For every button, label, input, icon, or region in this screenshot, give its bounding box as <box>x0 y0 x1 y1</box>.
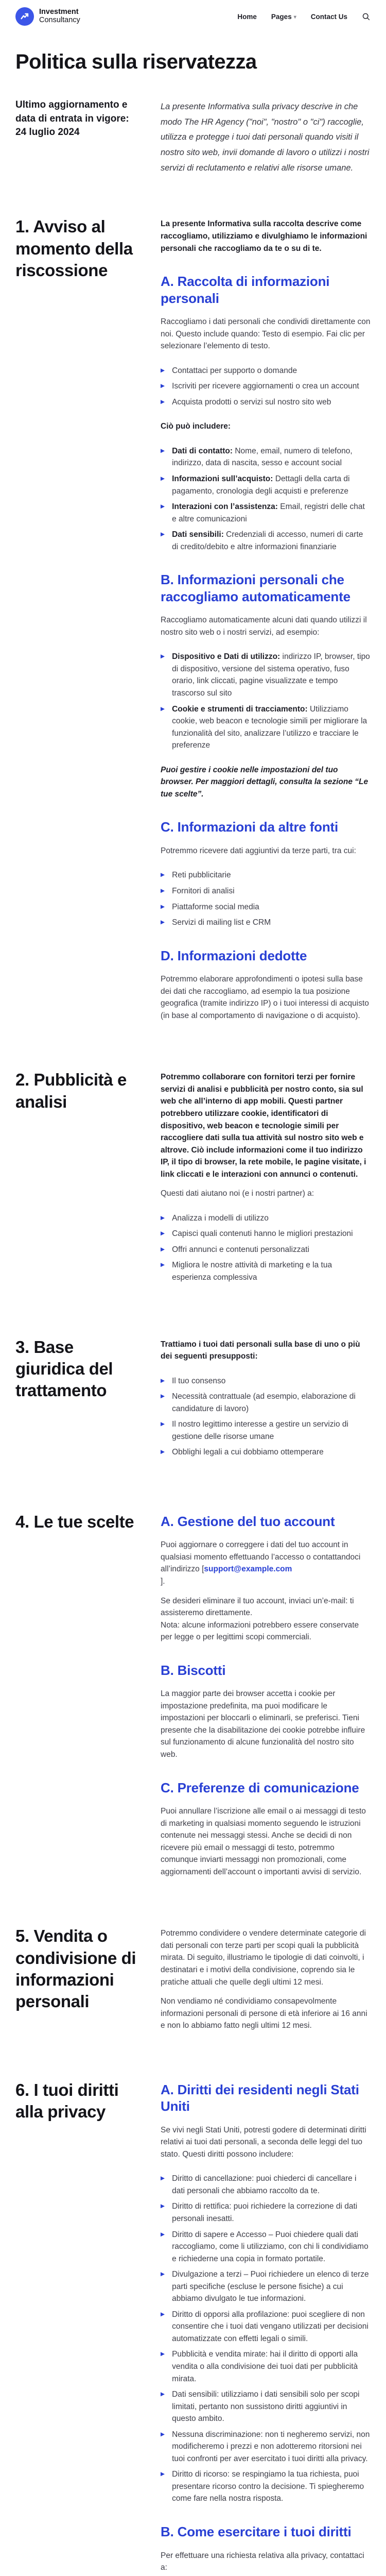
policy-section <box>15 1925 371 2039</box>
bullet-text: Dispositivo e Dati di utilizzo: indirizzo IP, browser, tipo di dispositivo, versione del sistema operativo, fuso orario, link cliccati, pagine visualizzate e tempo trascorso sul sito <box>172 652 370 698</box>
bullet-arrow-icon: ▶ <box>161 2351 165 2358</box>
bullet-arrow-icon: ▶ <box>161 2391 165 2398</box>
paragraph: Questi dati aiutano noi (e i nostri partner) a: <box>161 1189 314 1198</box>
bullet-item <box>161 1228 371 1240</box>
bullet-text: Analizza i modelli di utilizzo <box>172 1213 269 1223</box>
section-title: 3. Base giuridica del trattamento <box>15 1337 113 1400</box>
policy-intro-text: La presente Informativa sulla privacy descrive in che modo The HR Agency ("noi", "nostro" o "ci") raccoglie, utilizza e protegge i tuoi dati personali quando visiti il nostro sito web, invii domande di lavoro o utilizzi i nostri servizi di reclutamento e relativi alle risorse umane. <box>161 102 370 173</box>
bullet-item <box>161 885 371 897</box>
bullet-text: Cookie e strumenti di tracciamento: Utilizziamo cookie, web beacon e tecnologie simili per migliorare la funzionalità del sito, analizzare l’utilizzo e tracciare le preferenze <box>172 704 367 750</box>
bullet-text: Diritto di ricorso: se respingiamo la tua richiesta, puoi presentare ricorso contro la decisione. Ti spiegheremo come fare nella nostra risposta. <box>172 2470 364 2503</box>
paragraph: Puoi gestire i cookie nelle impostazioni del tuo browser. Per maggiori dettagli, consulta la sezione “Le tue scelte”. <box>161 765 369 799</box>
last-updated: Ultimo aggiornamento e data di entrata in vigore: 24 luglio 2024 <box>15 99 129 138</box>
search-icon[interactable] <box>362 12 371 21</box>
bullet-item <box>161 1212 371 1225</box>
bullet-item <box>161 1391 371 1415</box>
bullet-text: Fornitori di analisi <box>172 886 235 895</box>
bullet-item <box>161 1259 371 1283</box>
bullet-arrow-icon: ▶ <box>161 1377 165 1384</box>
bullet-item <box>161 901 371 913</box>
bullet-arrow-icon: ▶ <box>161 1214 165 1221</box>
subsection-heading: C. Informazioni da altre fonti <box>161 819 339 835</box>
paragraph: La presente Informativa sulla raccolta descrive come raccogliamo, utilizziamo e divulghiamo le informazioni personali che raccogliamo da te o su di te. <box>161 219 367 253</box>
paragraph: Potremmo elaborare approfondimenti o ipotesi sulla base dei dati che raccogliamo, ad esempio la tua posizione geografica (tramite indirizzo IP) o i tuoi interessi di acquisto (in base al comportamento di navigazione o di acquisto). <box>161 975 369 1020</box>
section-body <box>161 1925 371 2039</box>
subsection-heading: C. Preferenze di comunicazione <box>161 1780 359 1795</box>
bullet-arrow-icon: ▶ <box>161 383 165 389</box>
bullet-arrow-icon: ▶ <box>161 1393 165 1400</box>
bullet-arrow-icon: ▶ <box>161 2203 165 2210</box>
bullet-item <box>161 380 371 393</box>
bullet-item <box>161 703 371 752</box>
bullet-item <box>161 869 371 882</box>
bullet-text: Capisci quali contenuti hanno le migliori prestazioni <box>172 1229 353 1239</box>
policy-section <box>15 1336 371 1471</box>
section-title: 5. Vendita o condivisione di informazioni personali <box>15 1926 136 2011</box>
bullet-item <box>161 1375 371 1387</box>
bullet-text: Nessuna discriminazione: non ti negheremo servizi, non modificheremo i prezzi e non adotteremo ritorsioni nei tuoi confronti per aver esercitato i tuoi diritti alla privacy. <box>172 2430 370 2463</box>
nav-home[interactable]: Home <box>237 12 257 21</box>
paragraph: Per effettuare una richiesta relativa alla privacy, contattaci a: <box>161 2551 364 2572</box>
bullet-text: Acquista prodotti o servizi sul nostro sito web <box>172 397 331 406</box>
bullet-arrow-icon: ▶ <box>161 919 165 926</box>
inline-email-link[interactable]: support@example.com <box>204 1565 292 1574</box>
bullet-item <box>161 2429 371 2465</box>
section-body <box>161 216 371 1029</box>
bullet-list <box>161 365 371 409</box>
bullet-item <box>161 2388 371 2425</box>
bullet-arrow-icon: ▶ <box>161 447 165 454</box>
site-header <box>0 0 386 33</box>
bullet-text: Iscriviti per ricevere aggiornamenti o crea un account <box>172 382 359 391</box>
effective-date: 24 luglio 2024 <box>15 127 80 138</box>
bullet-arrow-icon: ▶ <box>161 887 165 894</box>
bullet-text: Servizi di mailing list e CRM <box>172 918 271 927</box>
policy-sections <box>15 216 371 2576</box>
bullet-text: Diritto di opporsi alla profilazione: puoi scegliere di non consentire che i tuoi dati vengano utilizzati per decisioni automatizzate con effetti legali o simili. <box>172 2310 369 2343</box>
bullet-arrow-icon: ▶ <box>161 872 165 878</box>
bullet-arrow-icon: ▶ <box>161 503 165 510</box>
nav-pages[interactable]: Pages ▾ <box>271 12 296 21</box>
bullet-arrow-icon: ▶ <box>161 476 165 482</box>
bullet-arrow-icon: ▶ <box>161 1421 165 1428</box>
bullet-item <box>161 2309 371 2345</box>
bullet-item <box>161 473 371 497</box>
bullet-arrow-icon: ▶ <box>161 531 165 538</box>
bullet-item <box>161 2200 371 2225</box>
section-title: 2. Pubblicità e analisi <box>15 1070 127 1111</box>
bullet-text: Necessità contrattuale (ad esempio, elaborazione di candidature di lavoro) <box>172 1392 356 1413</box>
section-body <box>161 1069 371 1296</box>
bullet-item <box>161 2268 371 2305</box>
bullet-text: Informazioni sull’acquisto: Dettagli della carta di pagamento, cronologia degli acquisti e preferenze <box>172 474 350 496</box>
bullet-list <box>161 445 371 553</box>
bullet-item <box>161 445 371 469</box>
section-body <box>161 1336 371 1471</box>
main-content <box>0 50 386 2576</box>
section-body <box>161 1511 371 1885</box>
paragraph: Raccogliamo i dati personali che condividi direttamente con noi. Questo include quando: Testo di esempio. Fai clic per selezionare l’elemento di testo. <box>161 317 371 351</box>
bullet-text: Il tuo consenso <box>172 1376 226 1385</box>
bullet-item <box>161 2468 371 2505</box>
bullet-list <box>161 869 371 928</box>
bullet-arrow-icon: ▶ <box>161 1262 165 1268</box>
bullet-arrow-icon: ▶ <box>161 2471 165 2478</box>
bullet-arrow-icon: ▶ <box>161 653 165 660</box>
paragraph: Puoi aggiornare o correggere i dati del tuo account in qualsiasi momento effettuando l’accesso o contattandoci all’indirizzo [support@example.com ]. <box>161 1540 361 1586</box>
bullet-item <box>161 1244 371 1256</box>
bullet-arrow-icon: ▶ <box>161 2231 165 2238</box>
bullet-arrow-icon: ▶ <box>161 2271 165 2278</box>
bullet-list <box>161 651 371 751</box>
paragraph: Se desideri eliminare il tuo account, inviaci un’e-mail: ti assisteremo direttamente. Nota: alcune informazioni potrebbero essere conservate per legge o per legittimi scopi commerciali. <box>161 1596 359 1642</box>
subsection-heading: A. Diritti dei residenti negli Stati Uniti <box>161 2081 359 2114</box>
bullet-text: Contattaci per supporto o domande <box>172 366 297 375</box>
bullet-arrow-icon: ▶ <box>161 367 165 374</box>
policy-section <box>15 1511 371 1885</box>
bullet-text: Dati di contatto: Nome, email, numero di telefono, indirizzo, data di nascita, sesso e account social <box>172 446 353 468</box>
policy-section <box>15 1069 371 1296</box>
subsection-heading: B. Informazioni personali che raccogliamo automaticamente <box>161 572 350 604</box>
section-body <box>161 2079 371 2576</box>
bullet-text: Reti pubblicitarie <box>172 871 231 880</box>
policy-section <box>15 2079 371 2576</box>
bullet-item <box>161 2173 371 2197</box>
policy-section <box>15 216 371 1029</box>
section-title: 4. Le tue scelte <box>15 1512 134 1531</box>
bullet-arrow-icon: ▶ <box>161 705 165 712</box>
brand-name-line1: Investment <box>39 8 79 16</box>
subsection-heading: A. Raccolta di informazioni personali <box>161 274 330 306</box>
bullet-list <box>161 1375 371 1459</box>
bullet-item <box>161 1446 371 1459</box>
bullet-item <box>161 1418 371 1443</box>
subsection-heading: D. Informazioni dedotte <box>161 947 307 963</box>
section-title: 6. I tuoi diritti alla privacy <box>15 2080 119 2121</box>
brand-name-line2: Consultancy <box>39 16 80 24</box>
bullet-item <box>161 2348 371 2385</box>
bullet-text: Il nostro legittimo interesse a gestire un servizio di gestione delle risorse umane <box>172 1420 348 1441</box>
bullet-list <box>161 1212 371 1284</box>
bullet-text: Migliora le nostre attività di marketing e la tua esperienza complessiva <box>172 1261 332 1282</box>
paragraph: Puoi annullare l’iscrizione alle email o ai messaggi di testo di marketing in qualsiasi momento seguendo le istruzioni contenute nei messaggi stessi. Anche se decidi di non ricevere più email o messaggi di testo, potremmo comunque inviarti messaggi non promozionali, come aggiornamenti dell’account o importanti avvisi di servizio. <box>161 1807 366 1876</box>
bullet-arrow-icon: ▶ <box>161 903 165 910</box>
trending-arrow-logo-icon <box>15 7 34 26</box>
bullet-text: Interazioni con l’assistenza: Email, registri delle chat e altre comunicazioni <box>172 502 365 523</box>
bullet-item <box>161 917 371 929</box>
bullet-text: Diritto di rettifica: puoi richiedere la correzione di dati personali inesatti. <box>172 2202 358 2223</box>
bullet-text: Offri annunci e contenuti personalizzati <box>172 1245 309 1254</box>
bullet-item <box>161 2229 371 2265</box>
subsection-heading: A. Gestione del tuo account <box>161 1513 335 1529</box>
paragraph: Ciò può includere: <box>161 422 231 431</box>
bullet-arrow-icon: ▶ <box>161 1230 165 1237</box>
subsection-heading: B. Come esercitare i tuoi diritti <box>161 2524 352 2540</box>
paragraph: La maggior parte dei browser accetta i cookie per impostazione predefinita, ma puoi modificare le impostazioni per bloccarli o eliminarli, se preferisci. Tieni presente che la disabilitazione dei cookie potrebbe influire sul funzionamento di alcune funzionalità del nostro sito web. <box>161 1689 365 1759</box>
intro-row <box>15 98 371 176</box>
bullet-arrow-icon: ▶ <box>161 1246 165 1252</box>
bullet-arrow-icon: ▶ <box>161 2431 165 2437</box>
paragraph: Trattiamo i tuoi dati personali sulla base di uno o più dei seguenti presupposti: <box>161 1340 360 1361</box>
paragraph: Potremmo ricevere dati aggiuntivi da terze parti, tra cui: <box>161 846 356 855</box>
bullet-text: Pubblicità e vendita mirate: hai il diritto di opporti alla vendita o alla condivisione dei tuoi dati per pubblicità mirata. <box>172 2350 358 2383</box>
bullet-arrow-icon: ▶ <box>161 2311 165 2317</box>
bullet-item <box>161 396 371 409</box>
bullet-item <box>161 365 371 377</box>
main-nav <box>237 12 371 21</box>
bullet-text: Obblighi legali a cui dobbiamo ottemperare <box>172 1448 324 1457</box>
bullet-text: Divulgazione a terzi – Puoi richiedere un elenco di terze parti specifiche (escluse le persone fisiche) a cui abbiamo divulgato le tue informazioni. <box>172 2270 369 2303</box>
bullet-arrow-icon: ▶ <box>161 1449 165 1455</box>
nav-contact-us[interactable]: Contact Us <box>310 12 347 21</box>
paragraph: Potremmo condividere o vendere determinate categorie di dati personali con terze parti per scopi quali la pubblicità mirata. Di seguito, illustriamo le tipologie di dati coinvolti, i destinatari e i motivi della condivisione, coprendo sia le pratiche attuali che quelle degli ultimi 12 mesi. <box>161 1929 366 1987</box>
bullet-item <box>161 501 371 525</box>
paragraph: Raccogliamo automaticamente alcuni dati quando utilizzi il nostro sito web o i nostri servizi, ad esempio: <box>161 616 367 637</box>
paragraph: Potremmo collaborare con fornitori terzi per fornire servizi di analisi e pubblicità per nostro conto, sia sul web che all’interno di app mobili. Questi partner potrebbero utilizzare cookie, identificatori di dispositivo, web beacon e tecnologie simili per raccogliere dati sulla tua attività sul nostro sito web e altrove. Ciò include informazioni come il tuo indirizzo IP, il tipo di browser, la rete mobile, le pagine visitate, i link cliccati e le interazioni con annunci o contenuti. <box>161 1073 366 1179</box>
bullet-text: Diritto di cancellazione: puoi chiederci di cancellare i dati personali che abbiamo raccolto da te. <box>172 2174 357 2195</box>
section-title: 1. Avviso al momento della riscossione <box>15 217 133 280</box>
bullet-text: Dati sensibili: Credenziali di accesso, numeri di carte di credito/debito e altre informazioni finanziarie <box>172 530 363 551</box>
paragraph: Non vendiamo né condividiamo consapevolmente informazioni personali di persone di età inferiore ai 16 anni e non lo abbiamo fatto negli ultimi 12 mesi. <box>161 1997 367 2030</box>
bullet-arrow-icon: ▶ <box>161 398 165 405</box>
paragraph: Se vivi negli Stati Uniti, potresti godere di determinati diritti relativi ai tuoi dati personali, a seconda delle leggi del tuo stato. Questi diritti possono includere: <box>161 2125 366 2159</box>
bullet-text: Dati sensibili: utilizziamo i dati sensibili solo per scopi limitati, pertanto non sussistono diritti aggiuntivi in questo ambito. <box>172 2390 360 2424</box>
chevron-down-icon: ▾ <box>293 14 296 20</box>
page-title: Politica sulla riservatezza <box>15 50 257 73</box>
bullet-item <box>161 529 371 553</box>
bullet-item <box>161 651 371 699</box>
bullet-text: Diritto di sapere e Accesso – Puoi chiedere quali dati raccogliamo, come li utilizziamo, con chi li condividiamo e richiederne una copia in formato portatile. <box>172 2230 369 2263</box>
bullet-list <box>161 2173 371 2505</box>
bullet-text: Piattaforme social media <box>172 902 259 911</box>
subsection-heading: B. Biscotti <box>161 1662 226 1678</box>
brand-logo[interactable] <box>15 7 80 26</box>
bullet-arrow-icon: ▶ <box>161 2175 165 2182</box>
